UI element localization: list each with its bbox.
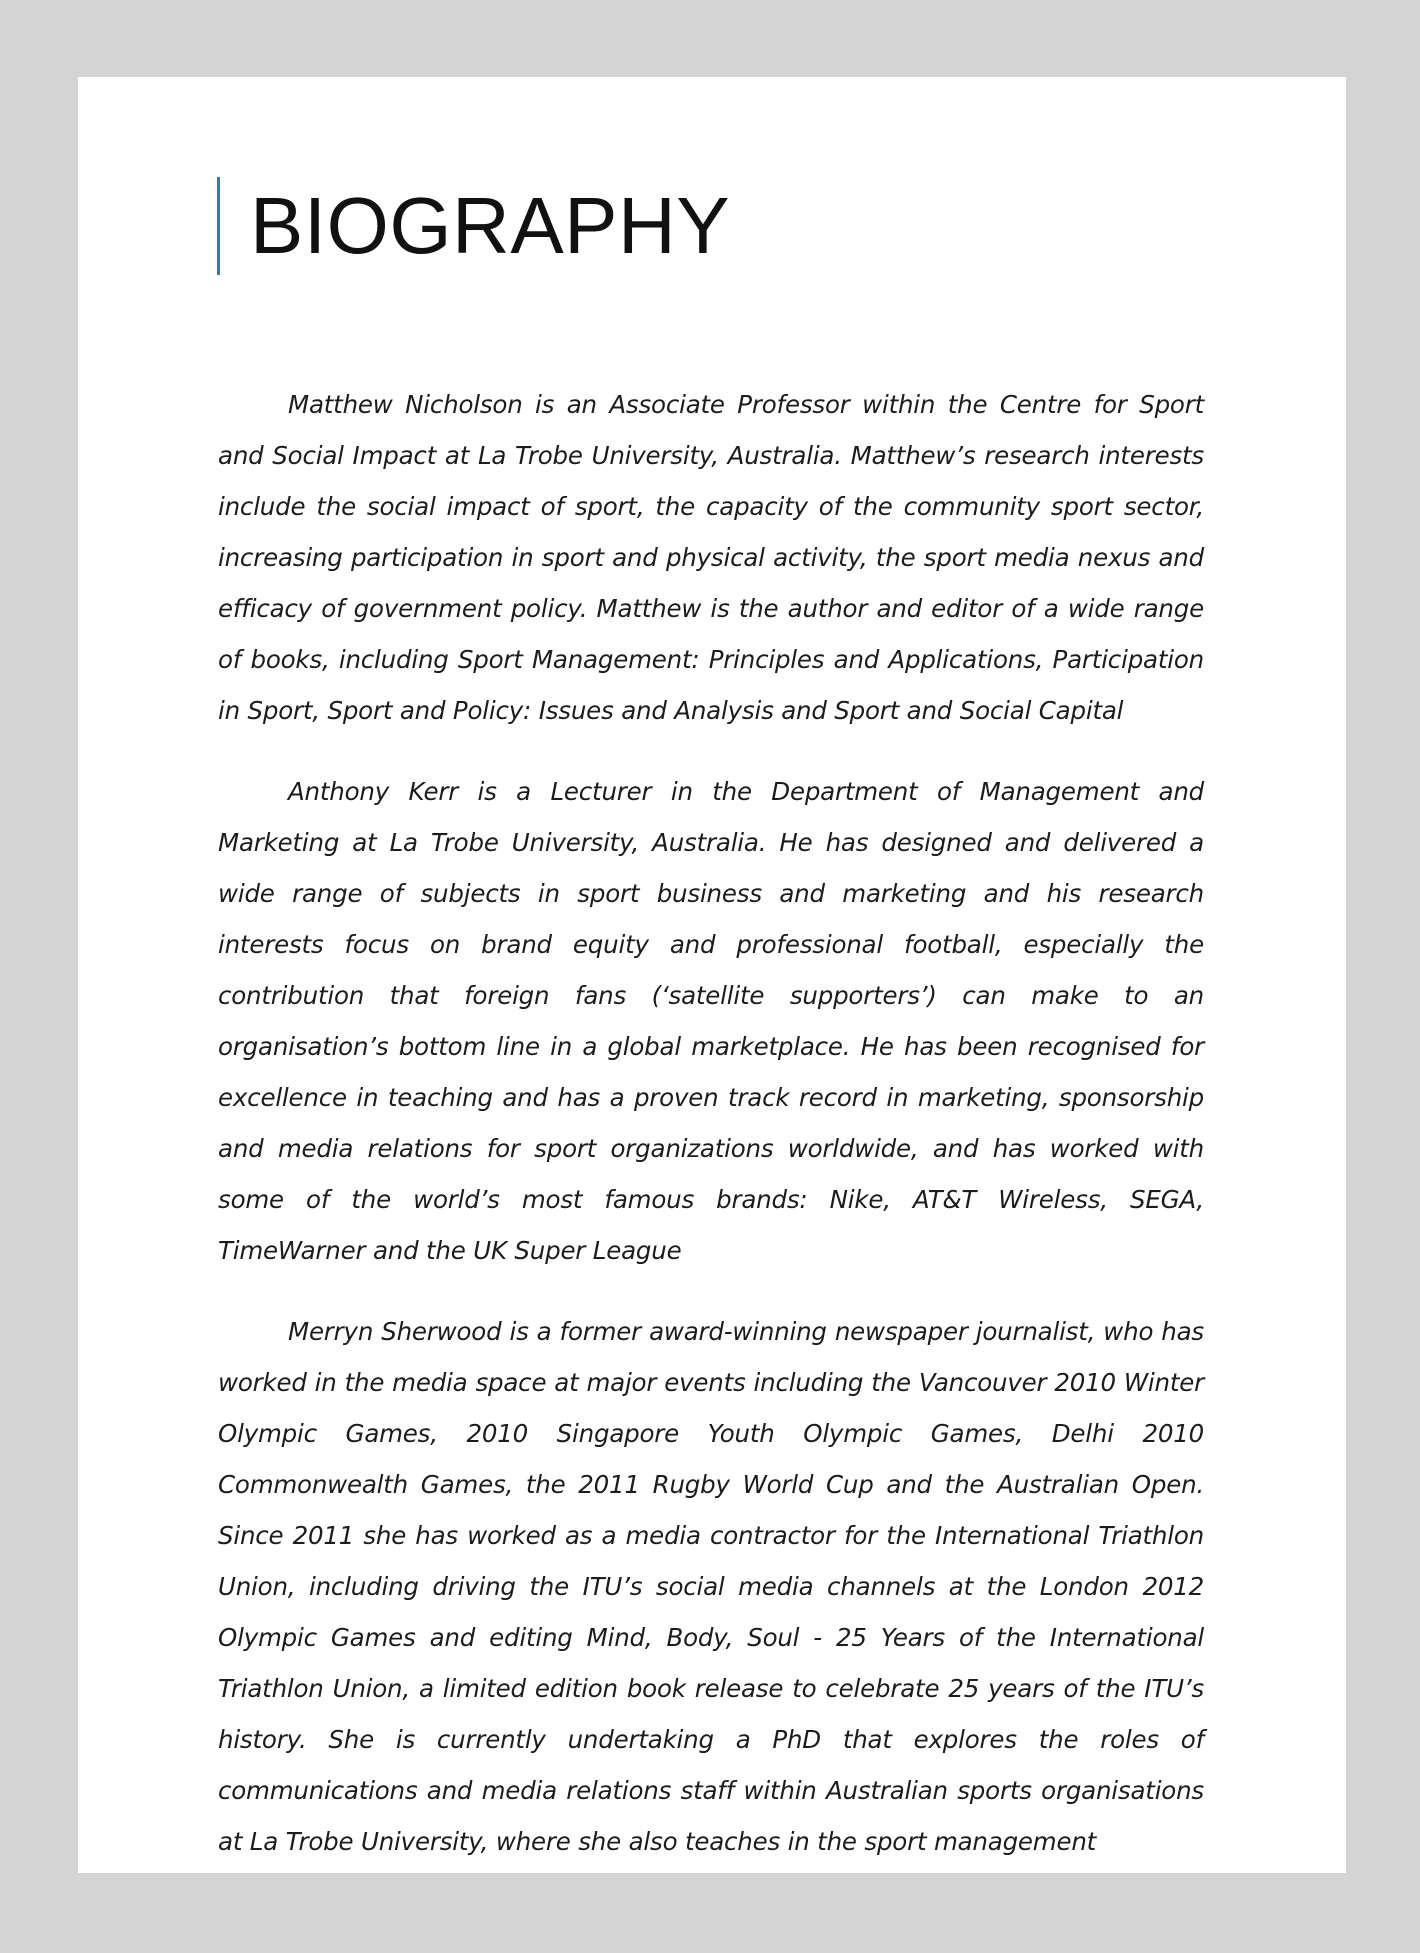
document-page <box>78 77 1346 1873</box>
page-title: BIOGRAPHY <box>250 181 731 270</box>
bio-paragraph-sherwood: Merryn Sherwood is a former award-winning newspaper journalist, who has worked in the media space at major events including the Vancouver 2010 Winter Olympic Games, 2010 Singapore Youth Olympic Games, Delhi 2010 Commonwealth Games, the 2011 Rugby World Cup and the Australian Open. Since 2011 she has worked as a media contractor for the International Triathlon Union, including driving the ITU’s social media channels at the London 2012 Olympic Games and editing Mind, Body, Soul - 25 Years of the International Triathlon Union, a limited edition book release to celebrate 25 years of the ITU’s history. She is currently undertaking a PhD that explores the roles of communications and media relations staff within Australian sports organisations at La Trobe University, where she also teaches in the sport management <box>218 1317 1204 1856</box>
document-body <box>218 379 1204 1856</box>
bio-paragraph-kerr: Anthony Kerr is a Lecturer in the Department of Management and Marketing at La Trobe University, Australia. He has designed and delivered a wide range of subjects in sport business and marketing and his research interests focus on brand equity and professional football, especially the contribution that foreign fans (‘satellite supporters’) can make to an organisation’s bottom line in a global marketplace. He has been recognised for excellence in teaching and has a proven track record in marketing, sponsorship and media relations for sport organizations worldwide, and has worked with some of the world’s most famous brands: Nike, AT&T Wireless, SEGA, TimeWarner and the UK Super League <box>218 777 1204 1265</box>
title-accent-bar <box>217 177 220 275</box>
bio-paragraph-nicholson: Matthew Nicholson is an Associate Professor within the Centre for Sport and Social Impact at La Trobe University, Australia. Matthew’s research interests include the social impact of sport, the capacity of the community sport sector, increasing participation in sport and physical activity, the sport media nexus and efficacy of government policy. Matthew is the author and editor of a wide range of books, including Sport Management: Principles and Applications, Participation in Sport, Sport and Policy: Issues and Analysis and Sport and Social Capital <box>218 390 1204 725</box>
title-block <box>217 177 730 275</box>
